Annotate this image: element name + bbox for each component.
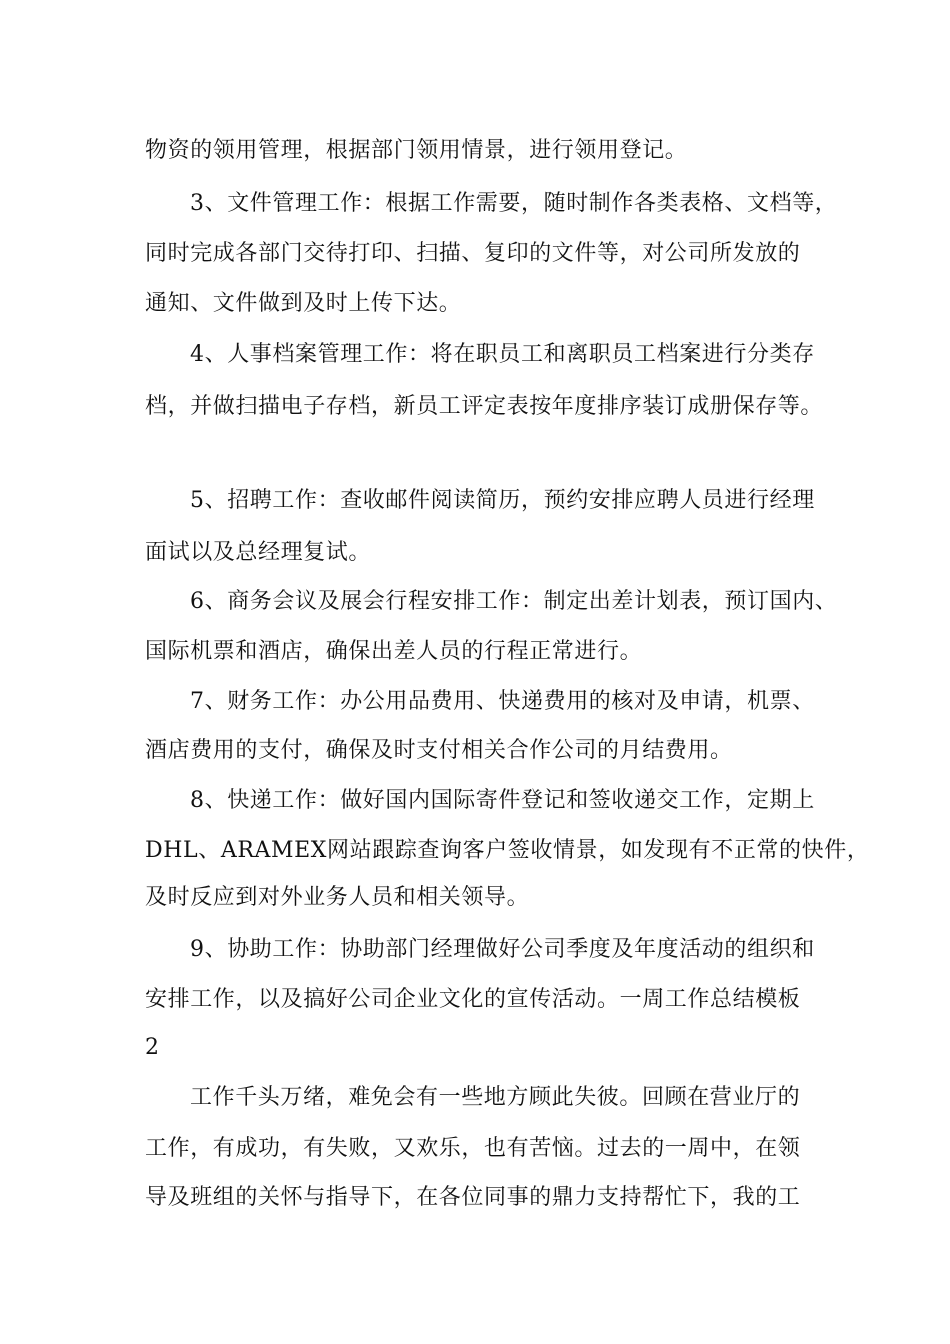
text-line: 8、快递工作：做好国内国际寄件登记和签收递交工作，定期上 (190, 788, 815, 813)
text-line: 2 (145, 1035, 160, 1060)
text-line: 酒店费用的支付，确保及时支付相关合作公司的月结费用。 (145, 738, 733, 763)
text-line: 档，并做扫描电子存档，新员工评定表按年度排序装订成册保存等。 (145, 394, 824, 419)
text-line: 导及班组的关怀与指导下，在各位同事的鼎力支持帮忙下，我的工 (145, 1185, 801, 1210)
text-line: DHL、ARAMEX网站跟踪查询客户签收情景，如发现有不正常的快件， (145, 838, 870, 863)
text-line: 通知、文件做到及时上传下达。 (145, 291, 462, 316)
text-line: 工作，有成功，有失败，又欢乐，也有苦恼。过去的一周中，在领 (145, 1136, 801, 1161)
text-line: 6、商务会议及展会行程安排工作：制定出差计划表，预订国内、 (190, 589, 838, 614)
text-line: 工作千头万绪，难免会有一些地方顾此失彼。回顾在营业厅的 (190, 1085, 801, 1110)
text-line: 及时反应到对外业务人员和相关领导。 (145, 885, 530, 910)
text-line: 9、协助工作：协助部门经理做好公司季度及年度活动的组织和 (190, 937, 815, 962)
text-line: 5、招聘工作：查收邮件阅读简历，预约安排应聘人员进行经理 (190, 488, 815, 513)
text-line: 同时完成各部门交待打印、扫描、复印的文件等，对公司所发放的 (145, 241, 801, 266)
text-line: 4、人事档案管理工作：将在职员工和离职员工档案进行分类存 (190, 342, 815, 367)
text-line: 物资的领用管理，根据部门领用情景，进行领用登记。 (145, 138, 688, 163)
text-line: 国际机票和酒店，确保出差人员的行程正常进行。 (145, 639, 643, 664)
text-line: 安排工作，以及搞好公司企业文化的宣传活动。一周工作总结模板 (145, 987, 801, 1012)
text-line: 3、文件管理工作：根据工作需要，随时制作各类表格、文档等， (190, 191, 838, 216)
text-line: 7、财务工作：办公用品费用、快递费用的核对及申请，机票、 (190, 689, 815, 714)
text-line: 面试以及总经理复试。 (145, 540, 372, 565)
